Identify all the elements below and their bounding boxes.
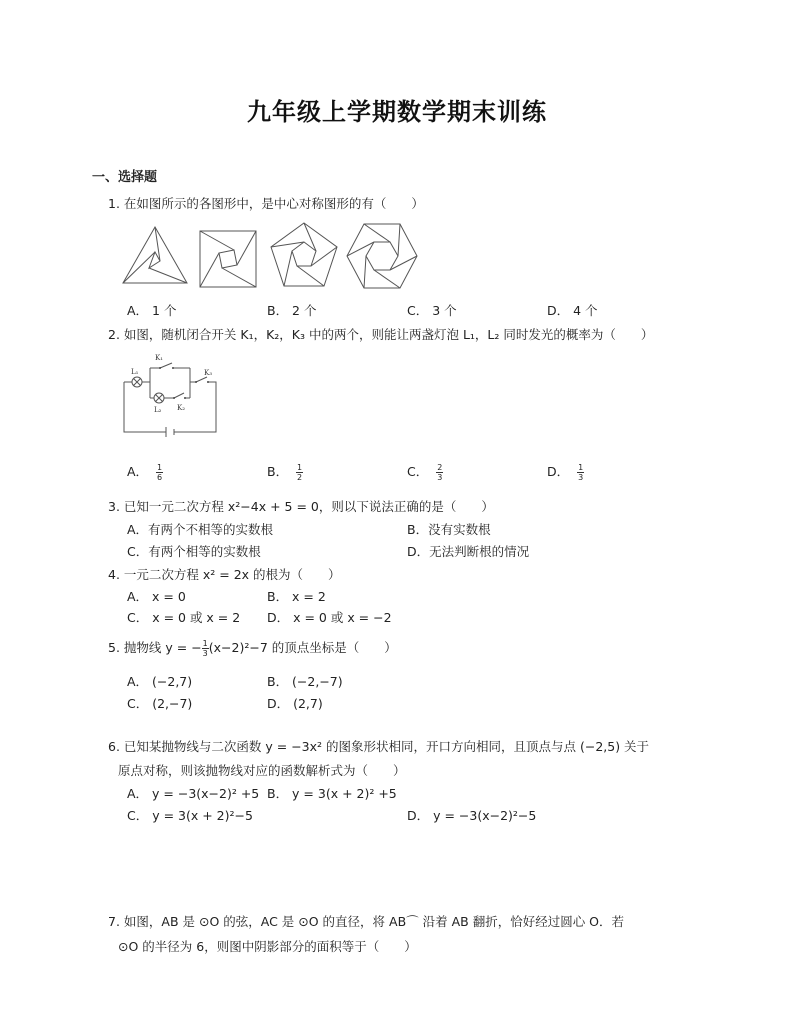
q5-option-a[interactable]: A． (−2,7) — [127, 674, 193, 689]
q6-stem-line2: 原点对称，则该抛物线对应的函数解析式为（ ） — [118, 763, 406, 778]
q3-option-d[interactable]: D．无法判断根的情况 — [407, 544, 530, 559]
q1-figure-pinwheel-pentagon — [268, 220, 340, 290]
q7-stem-line1: 7. 如图，AB 是 ⊙O 的弦，AC 是 ⊙O 的直径，将 AB⌒ 沿着 AB 翻折，恰好经过圆心 O．若 — [108, 914, 625, 929]
q4-option-a[interactable]: A． x = 0 — [127, 589, 186, 604]
q6-option-b[interactable]: B． y = 3(x + 2)² +5 — [267, 786, 397, 801]
q2-option-c[interactable]: C． $\frac{2}{3}$ — [407, 463, 443, 482]
q6-option-a[interactable]: A． y = −3(x−2)² +5 — [127, 786, 260, 801]
q3-option-a[interactable]: A．有两个不相等的实数根 — [127, 522, 274, 537]
q4-option-d[interactable]: D． x = 0 或 x = −2 — [267, 610, 392, 625]
q3-option-c[interactable]: C．有两个相等的实数根 — [127, 544, 261, 559]
page-title: 九年级上学期数学期末训练 — [247, 98, 547, 126]
q1-stem: 1. 在如图所示的各图形中，是中心对称图形的有（ ） — [108, 196, 424, 211]
q5-option-d[interactable]: D． (2,7) — [267, 696, 323, 711]
q2-option-a[interactable]: A． $\frac{1}{6}$ — [127, 463, 163, 482]
q1-option-c[interactable]: C． 3 个 — [407, 303, 457, 318]
q5-stem: 5. 抛物线 y = − $\frac{1}{3}$ (x−2)²−7 的顶点坐标是（ ） — [108, 639, 397, 658]
circuit-label-k1: K₁ — [155, 354, 164, 362]
circuit-label-l1: L₁ — [131, 368, 139, 376]
q6-option-d[interactable]: D． y = −3(x−2)²−5 — [407, 808, 537, 823]
q1-option-b[interactable]: B． 2 个 — [267, 303, 317, 318]
q2-option-b[interactable]: B． $\frac{1}{2}$ — [267, 463, 303, 482]
q6-option-c[interactable]: C． y = 3(x + 2)²−5 — [127, 808, 253, 823]
q2-option-d[interactable]: D． $\frac{1}{3}$ — [547, 463, 584, 482]
section-heading: 一、选择题 — [92, 170, 158, 185]
q5-option-b[interactable]: B． (−2,−7) — [267, 674, 343, 689]
q3-stem: 3. 已知一元二次方程 x²−4x + 5 = 0，则以下说法正确的是（ ） — [108, 499, 494, 514]
q7-stem-line2: ⊙O 的半径为 6，则图中阴影部分的面积等于（ ） — [118, 939, 417, 954]
q4-option-c[interactable]: C． x = 0 或 x = 2 — [127, 610, 241, 625]
q1-option-d[interactable]: D． 4 个 — [547, 303, 598, 318]
q3-option-b[interactable]: B．没有实数根 — [407, 522, 491, 537]
q2-circuit-diagram — [120, 350, 220, 438]
q1-figure-pinwheel-hexagon — [344, 220, 420, 292]
circuit-label-k3: K₃ — [204, 369, 213, 377]
q1-option-a[interactable]: A． 1 个 — [127, 303, 177, 318]
q5-option-c[interactable]: C． (2,−7) — [127, 696, 193, 711]
q1-figure-pinwheel-square — [197, 228, 259, 290]
q4-option-b[interactable]: B． x = 2 — [267, 589, 326, 604]
circuit-label-l2: L₂ — [154, 406, 162, 414]
q2-stem: 2. 如图，随机闭合开关 K₁，K₂，K₃ 中的两个，则能让两盏灯泡 L₁，L₂ 同时发光的概率为（ ） — [108, 327, 654, 342]
q4-stem: 4. 一元二次方程 x² = 2x 的根为（ ） — [108, 567, 341, 582]
circuit-label-k2: K₂ — [177, 404, 186, 412]
q6-stem-line1: 6. 已知某抛物线与二次函数 y = −3x² 的图象形状相同，开口方向相同，且顶点与点 (−2,5) 关于 — [108, 739, 650, 754]
q1-figure-pinwheel-triangle — [120, 224, 190, 288]
